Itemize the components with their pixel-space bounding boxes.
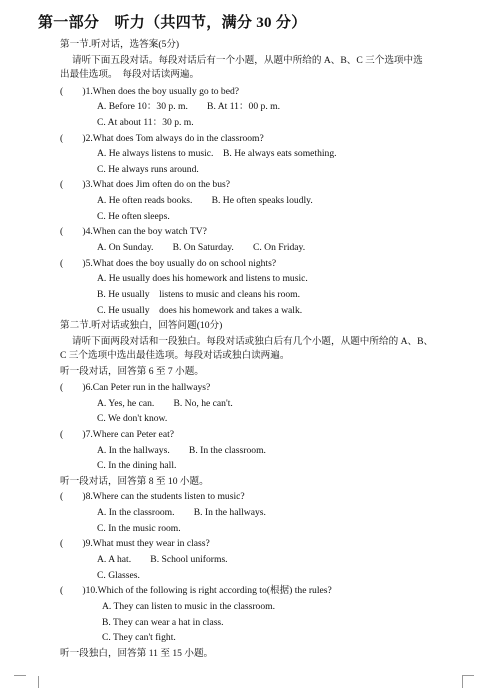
- question-1: ( )1.When does the boy usually go to bed?: [60, 86, 240, 97]
- instruction-text: 请听下面五段对话。每段对话后有一个小题，从题中所给的 A、B、C 三个选项中选: [72, 55, 423, 66]
- question-8: ( )8.Where can the students listen to music?: [60, 491, 245, 502]
- options-q7-ab: A. In the hallways. B. In the classroom.: [97, 445, 266, 456]
- options-q9-ab: A. A hat. B. School uniforms.: [97, 554, 228, 565]
- options-q8-ab: A. In the classroom. B. In the hallways.: [97, 507, 266, 518]
- dialogue-heading: 听一段对话，回答第 8 至 10 小题。: [60, 476, 209, 487]
- option-q10-c: C. They can't fight.: [102, 632, 176, 643]
- option-q1-c: C. At about 11：30 p. m.: [97, 117, 194, 128]
- question-2: ( )2.What does Tom always do in the classroom?: [60, 133, 264, 144]
- option-q9-c: C. Glasses.: [97, 570, 140, 581]
- options-q3-ab: A. He often reads books. B. He often speaks loudly.: [97, 195, 313, 206]
- option-q7-c: C. In the dining hall.: [97, 460, 177, 471]
- options-q2-ab: A. He always listens to music. B. He always eats something.: [97, 148, 337, 159]
- page-corner-mark: [26, 676, 39, 688]
- option-q3-c: C. He often sleeps.: [97, 211, 170, 222]
- option-q2-c: C. He always runs around.: [97, 164, 199, 175]
- option-q10-a: A. They can listen to music in the classroom.: [102, 601, 276, 612]
- option-q10-b: B. They can wear a hat in class.: [102, 617, 224, 628]
- subsection-heading-2: 第二节.听对话或独白，回答问题(10分): [60, 320, 223, 331]
- options-q1-ab: A. Before 10：30 p. m. B. At 11：00 p. m.: [97, 101, 280, 112]
- page-corner-mark: [462, 675, 474, 676]
- page-corner-mark: [14, 675, 26, 676]
- option-q5-a: A. He usually does his homework and listens to music.: [97, 273, 308, 284]
- question-9: ( )9.What must they wear in class?: [60, 538, 210, 549]
- option-q6-c: C. We don't know.: [97, 413, 168, 424]
- option-q5-b: B. He usually listens to music and cleans his room.: [97, 289, 301, 300]
- question-5: ( )5.What does the boy usually do on school nights?: [60, 258, 277, 269]
- instruction-text: 出最佳选项。 每段对话读两遍。: [60, 69, 200, 80]
- options-q6-ab: A. Yes, he can. B. No, he can't.: [97, 398, 233, 409]
- question-6: ( )6.Can Peter run in the hallways?: [60, 382, 211, 393]
- question-4: ( )4.When can the boy watch TV?: [60, 226, 207, 237]
- subsection-heading-1: 第一节.听对话，选答案(5分): [60, 39, 180, 50]
- instruction-text: C 三个选项中选出最佳选项。每段对话或独白读两遍。: [60, 350, 290, 361]
- dialogue-heading: 听一段对话，回答第 6 至 7 小题。: [60, 366, 204, 377]
- option-q5-c: C. He usually does his homework and takes a walk.: [97, 305, 303, 316]
- question-3: ( )3.What does Jim often do on the bus?: [60, 179, 230, 190]
- question-7: ( )7.Where can Peter eat?: [60, 429, 174, 440]
- question-10: ( )10.Which of the following is right according to(根据) the rules?: [60, 585, 332, 596]
- instruction-text: 请听下面两段对话和一段独白。每段对话或独白后有几个小题，从题中所给的 A、B、: [72, 336, 434, 347]
- option-q8-c: C. In the music room.: [97, 523, 181, 534]
- section-title: 第一部分 听力（共四节，满分 30 分）: [38, 15, 307, 31]
- monologue-heading: 听一段独白，回答第 11 至 15 小题。: [60, 648, 214, 659]
- page-corner-mark: [462, 676, 475, 688]
- options-q4: A. On Sunday. B. On Saturday. C. On Friday.: [97, 242, 306, 253]
